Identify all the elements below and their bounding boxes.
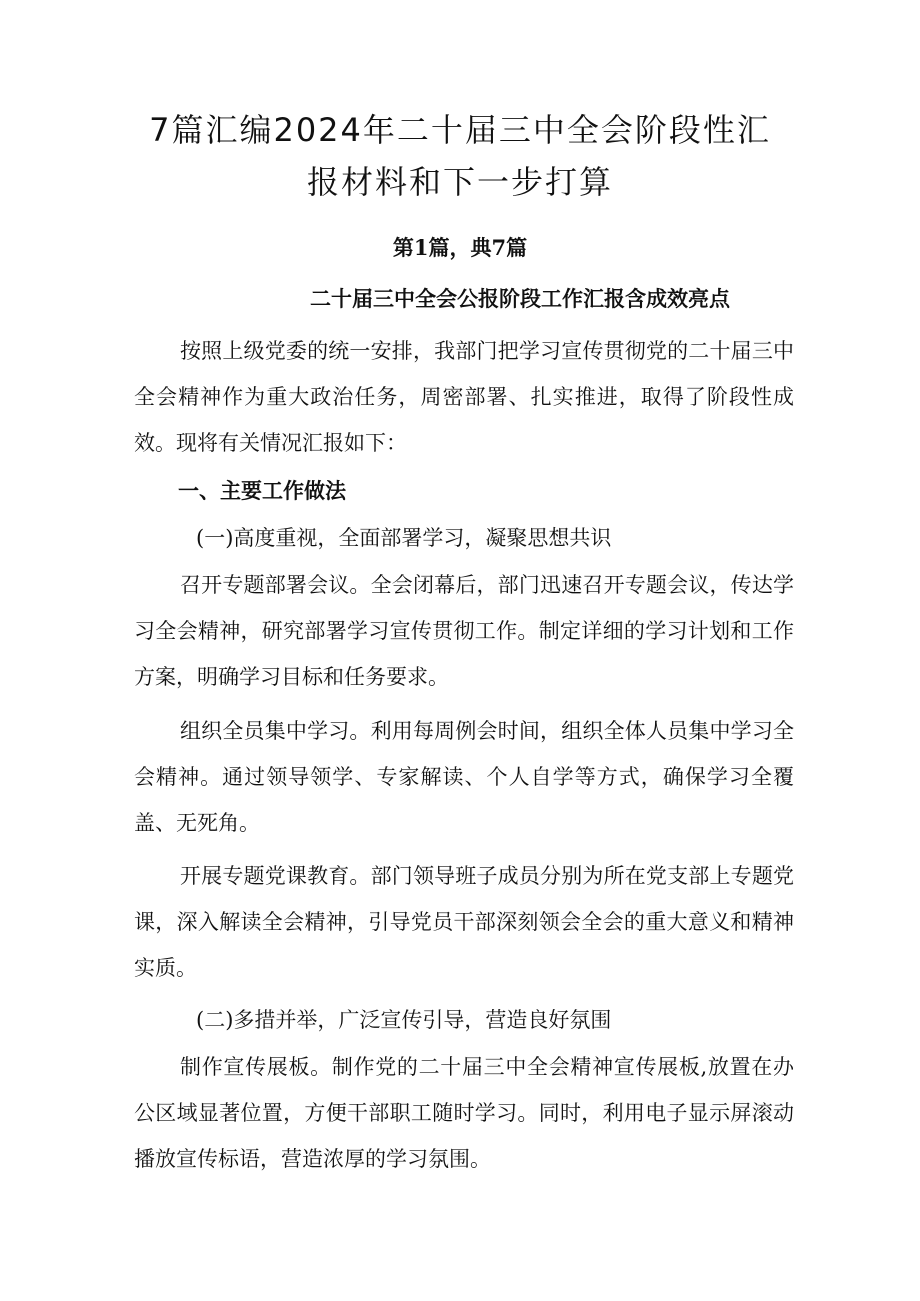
part-label: 第1篇，典7篇 xyxy=(392,235,528,260)
document-title-line-2: 报材料和下一步打算 xyxy=(306,163,613,201)
document-title-line-1: 7篇汇编2024年二十届三中全会阶段性汇 xyxy=(149,111,771,149)
subsection-2-heading: (二)多措并举，广泛宣传引导，营造良好氛围 xyxy=(196,1008,612,1032)
article-title: 二十届三中全会公报阶段工作汇报含成效亮点 xyxy=(310,286,730,311)
paragraph-party-lesson: 开展专题党课教育。部门领导班子成员分别为所在党支部上专题党课，深入解读全会精神，引导党员干部深刻领会全会的重大意义和精神实质。 xyxy=(134,864,794,980)
intro-paragraph: 按照上级党委的统一安排，我部门把学习宣传贯彻党的二十届三中全会精神作为重大政治任务，周密部署、扎实推进，取得了阶段性成效。现将有关情况汇报如下： xyxy=(134,339,794,455)
paragraph-display-board: 制作宣传展板。制作党的二十届三中全会精神宣传展板,放置在办公区域显著位置，方便干部职工随时学习。同时，利用电子显示屏滚动播放宣传标语，营造浓厚的学习氛围。 xyxy=(134,1055,794,1171)
section-1-heading: 一、主要工作做法 xyxy=(178,478,346,503)
paragraph-study: 组织全员集中学习。利用每周例会时间，组织全体人员集中学习全会精神。通过领导领学、专家解读、个人自学等方式，确保学习全覆盖、无死角。 xyxy=(134,719,794,835)
subsection-1-heading: (一)高度重视，全面部署学习，凝聚思想共识 xyxy=(196,526,612,550)
paragraph-meeting: 召开专题部署会议。全会闭幕后，部门迅速召开专题会议，传达学习全会精神，研究部署学习宣传贯彻工作。制定详细的学习计划和工作方案，明确学习目标和任务要求。 xyxy=(134,573,794,689)
